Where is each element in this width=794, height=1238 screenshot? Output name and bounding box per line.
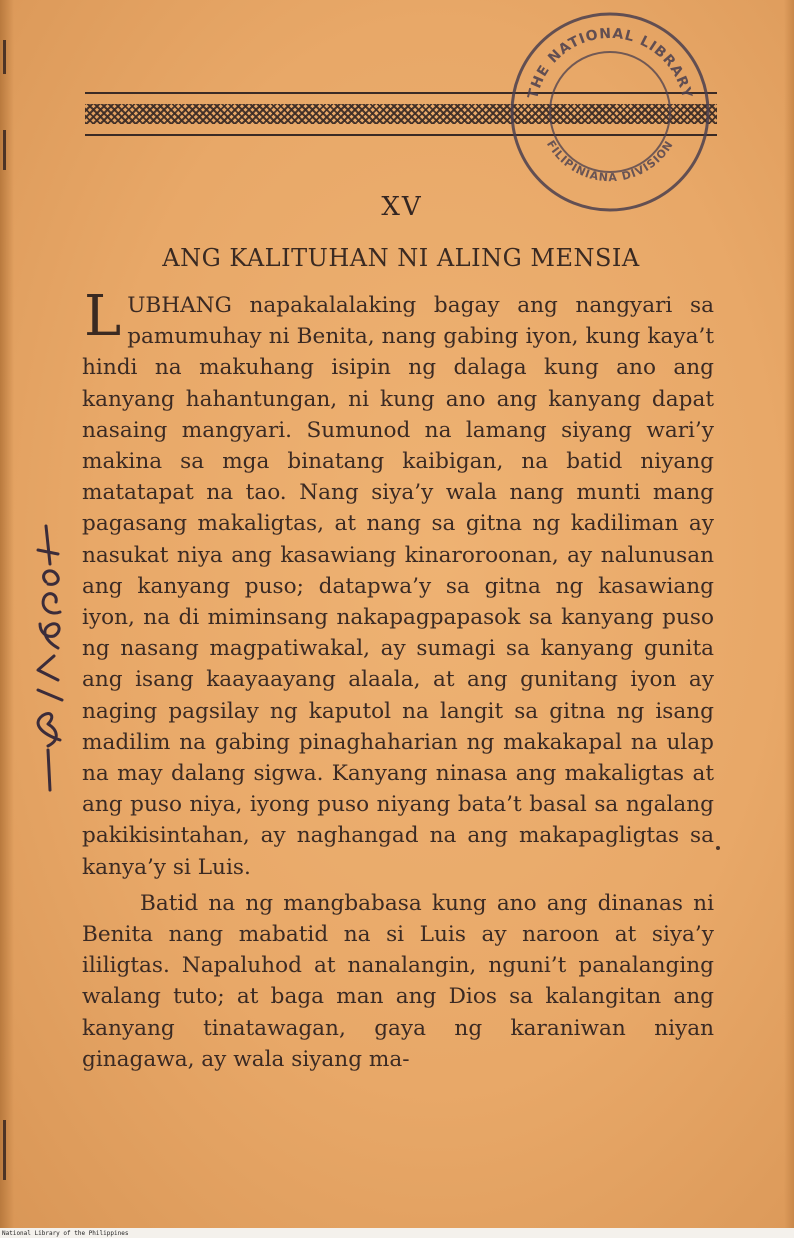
paragraph-1-text: UBHANG napakalalaking bagay ang nangyari sa pamumuhay ni Benita, nang gabing iyon, kung kaya’t hindi na makuhang isipin ng dalaga kung ano ang kanyang hahantungan, ni kung ano ang kanyang dapat nasaing mangyari. Sumunod na lamang siyang wari’y makina sa mga binatang kaibigan, na batid niyang matatapat na tao. Nang siya’y wala nang munti mang pagasang makaligtas, at nang sa gitna ng kadiliman ay nasukat niya ang kasawiang kinaroroonan, ay nalunusan ang kanyang puso; datapwa’y sa gitna ng kasawiang iyon, na di miminsang nakapagpapasok sa kanyang puso ng nasang magpatiwakal, ay sumagi sa kanyang gunita ang isang kaayaayang alaala, at ang gunitang iyon ay naging pagsilay ng kaputol na langit sa gitna ng isang madilim na gabing pinaghaharian ng makakapal na ulap na may dalang sigwa. Kanyang ninasa ang makaligtas at ang puso niya, iyong puso niyang bata’t basal sa ngalang pakikisintahan, ay naghangad na ang makapagligtas sa kanya’y si Luis.	[82, 293, 714, 880]
chapter-title: ANG KALITUHAN NI ALING MENSIA	[162, 244, 640, 272]
library-stamp	[506, 8, 714, 216]
binding-mark-bottom	[3, 1120, 6, 1180]
page-edge-right	[784, 0, 794, 1230]
binding-mark-mid	[3, 130, 6, 170]
page-edge-left	[0, 0, 14, 1230]
stamp-top-text: THE NATIONAL LIBRARY	[525, 25, 695, 101]
drop-cap: L	[84, 284, 122, 349]
binding-mark-top	[3, 40, 6, 74]
paragraph-1	[82, 284, 714, 883]
handwritten-call-number	[18, 520, 78, 800]
svg-text:FILIPINIANA DIVISION	[544, 138, 676, 184]
paragraph-2: Batid na ng mangbabasa kung ano ang dinanas ni Benita nang mabatid na si Luis ay naroon at siya’y ililigtas. Napaluhod at nanalangin, nguni’t panalanging walang tuto; at baga man ang Dios sa kalangitan ang kanyang tinatawagan, gaya ng karaniwan niyan ginagawa, ay wala siyang ma-	[82, 890, 714, 1072]
margin-ink-dot	[716, 846, 720, 850]
body-text	[82, 284, 714, 1075]
stamp-bottom-text: FILIPINIANA DIVISION	[543, 138, 677, 185]
svg-text:THE NATIONAL LIBRARY	[525, 26, 695, 101]
footer-credit: National Library of the Philippines	[2, 1230, 129, 1237]
chapter-number: XV	[381, 192, 423, 222]
